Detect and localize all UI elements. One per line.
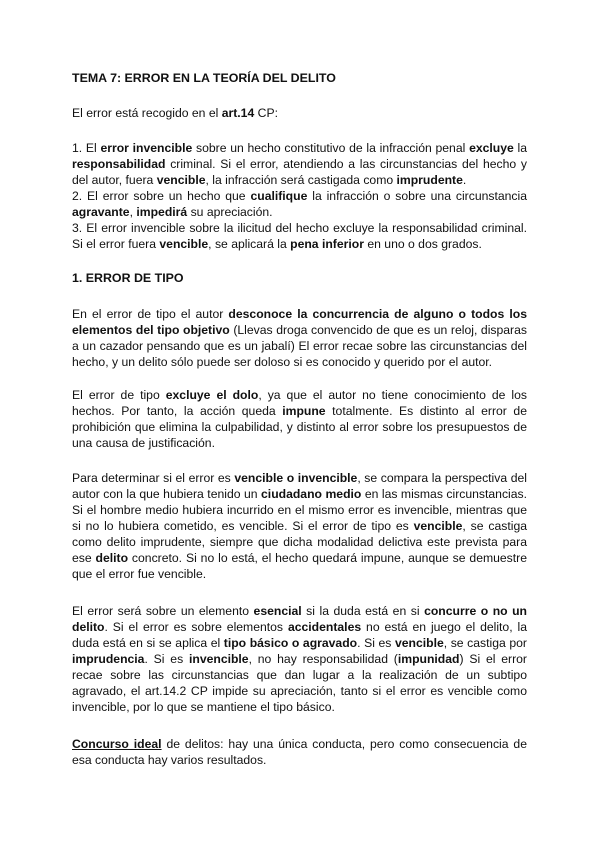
document-title: TEMA 7: ERROR EN LA TEORÍA DEL DELITO [72,71,336,85]
intro-paragraph: El error está recogido en el art.14 CP: [72,106,278,120]
rule-1: 1. El error invencible sobre un hecho constitutivo de la infracción penal excluye la responsabilidad criminal. Si el error, atendiendo a las circunstancias del hecho y del autor, fuera vencible, la infracción será castigada como imprudente. [72,141,528,187]
article-14-rules [72,140,527,252]
section-heading-error-de-tipo: 1. ERROR DE TIPO [72,271,184,285]
rule-2: 2. El error sobre un hecho que cualifique la infracción o sobre una circunstancia agravante, impedirá su apreciación. [72,189,527,219]
paragraph-esencial-accidental: El error será sobre un elemento esencial si la duda está en si concurre o no un delito. Si el error es sobre elementos accidentales no está en juego el delito, la duda está en si se aplica el tipo básico o agravado. Si es vencible, se castiga por imprudencia. Si es invencible, no hay responsabilidad (impunidad) Si el error recae sobre las circunstancias que dan lugar a la realización de un subtipo agravado, el art.14.2 CP impide su apreciación, tanto si el error es vencible como invencible, por lo que se mantiene el tipo básico. [72,604,528,714]
concurso-ideal-term: Concurso ideal [72,737,162,751]
paragraph-vencible-invencible: Para determinar si el error es vencible o invencible, se compara la perspectiva del autor con la que hubiera tenido un ciudadano medio en las mismas circunstancias. Si el hombre medio hubiera incurrido en el mismo error es invencible, mientras que si no lo hubiera cometido, es vencible. Si el error de tipo es vencible, se castiga como delito imprudente, siempre que dicha modalidad delictiva este prevista para ese delito concreto. Si no lo está, el hecho quedará impune, aunque se demuestre que el error fue vencible. [72,471,527,581]
paragraph-error-de-tipo-definition: En el error de tipo el autor desconoce la concurrencia de alguno o todos los elementos del tipo objetivo (Llevas droga convencido de que es un reloj, disparas a un cazador pensando que es un jabalí) El error recae sobre las circunstancias del hecho, y un delito sólo puede ser doloso si es conocido y querido por el autor. [72,307,527,369]
rule-3: 3. El error invencible sobre la ilicitud del hecho excluye la responsabilidad criminal. Si el error fuera vencible, se aplicará la pena inferior en uno o dos grados. [72,221,527,251]
paragraph-excluye-dolo: El error de tipo excluye el dolo, ya que el autor no tiene conocimiento de los hechos. Por tanto, la acción queda impune totalmente. Es distinto al error de prohibición que elimina la culpabilidad, y distinto al error sobre los presupuestos de una causa de justificación. [72,388,527,450]
paragraph-concurso-ideal: Concurso ideal de delitos: hay una única conducta, pero como consecuencia de esa conducta hay varios resultados. [72,737,527,767]
